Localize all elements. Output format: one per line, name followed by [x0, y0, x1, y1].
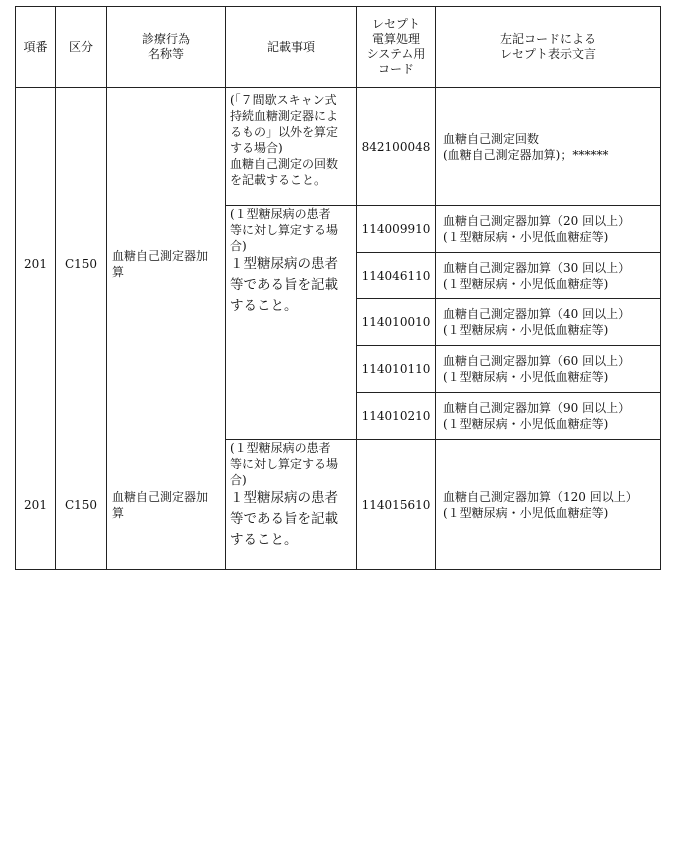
header-procedure-name: 診療行為 名称等: [141, 32, 190, 61]
table-border-bottom: [15, 569, 661, 570]
entry-condition: (１型糖尿病の患者 等に対し算定する場 合): [230, 441, 339, 487]
procedure-name: 血糖自己測定器加 算: [112, 248, 209, 279]
header-category: 区分: [68, 39, 93, 54]
code-cell: 842100048: [361, 139, 431, 154]
code-cell: 114015610: [361, 497, 431, 512]
header-code: レセプト 電算処理 システム用 コード: [366, 17, 426, 76]
category: C150: [64, 256, 98, 271]
column-divider: [106, 6, 107, 570]
category: C150: [64, 497, 98, 512]
code-cell: 114009910: [361, 222, 431, 236]
code-cell: 114010210: [361, 409, 431, 423]
header-display-text: 左記コードによる レセプト表示文言: [499, 32, 596, 61]
display-text-cell: 血糖自己測定器加算（90 回以上） (１型糖尿病・小児低血糖症等): [443, 401, 631, 431]
item-no: 201: [24, 497, 47, 512]
header-item-no: 項番: [23, 39, 48, 54]
table-border-right: [660, 6, 661, 570]
entry-instruction: １型糖尿病の患者 等である旨を記載 すること。: [230, 490, 338, 548]
display-text-cell: 血糖自己測定器加算（40 回以上） (１型糖尿病・小児低血糖症等): [443, 307, 631, 337]
display-text-cell: 血糖自己測定器加算（60 回以上） (１型糖尿病・小児低血糖症等): [443, 354, 631, 384]
column-divider: [435, 6, 436, 570]
column-divider: [225, 6, 226, 570]
code-cell: 114010110: [361, 362, 431, 376]
display-text-cell: 血糖自己測定器加算（30 回以上） (１型糖尿病・小児低血糖症等): [443, 260, 631, 291]
code-table: [15, 6, 661, 570]
display-text-cell: 血糖自己測定器加算（120 回以上） (１型糖尿病・小児低血糖症等): [443, 489, 638, 520]
procedure-name: 血糖自己測定器加 算: [112, 489, 209, 520]
code-cell: 114010010: [361, 315, 431, 329]
entry-note: (「７間歇スキャン式 持続血糖測定器によ るもの」以外を算定 する場合) 血糖自己測定の回数 を記載すること。: [230, 93, 339, 187]
entry-note: [230, 440, 355, 569]
display-text-cell: 血糖自己測定器加算（20 回以上） (１型糖尿病・小児低血糖症等): [443, 214, 631, 244]
display-text-cell: 血糖自己測定回数 (血糖自己測定器加算)；******: [443, 131, 609, 162]
item-no: 201: [24, 256, 47, 271]
header-entry: 記載事項: [266, 39, 315, 54]
entry-note: [230, 206, 355, 439]
entry-instruction: １型糖尿病の患者 等である旨を記載 すること。: [230, 256, 338, 314]
code-cell: 114046110: [361, 268, 431, 283]
entry-condition: (１型糖尿病の患者 等に対し算定する場 合): [230, 207, 339, 253]
